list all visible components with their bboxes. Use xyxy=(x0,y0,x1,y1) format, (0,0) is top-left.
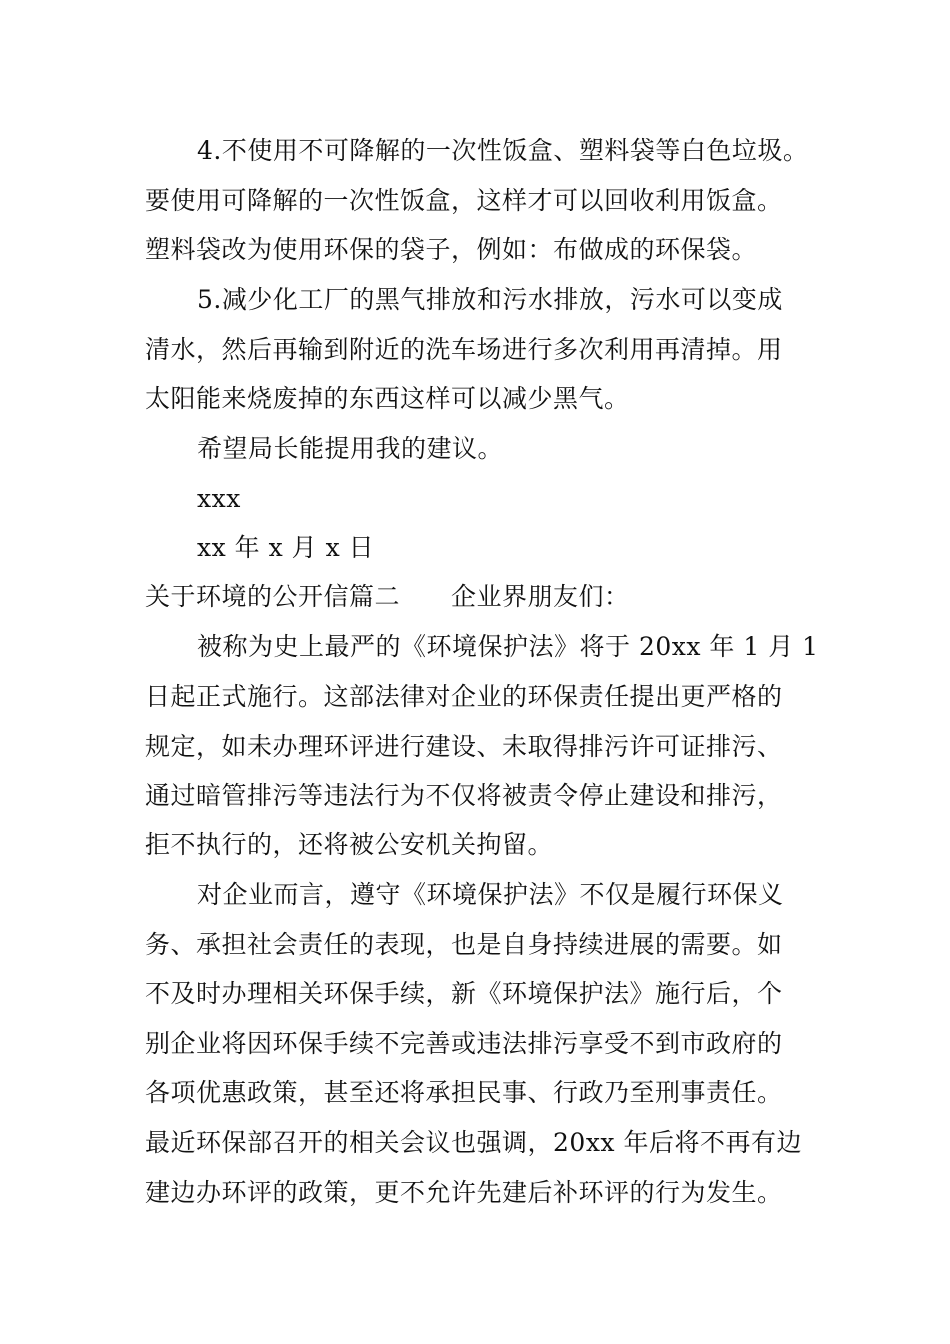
text-line: 被称为史上最严的《环境保护法》将于 20xx 年 1 月 1 xyxy=(197,632,819,661)
text-line: 务、承担社会责任的表现，也是自身持续进展的需要。如 xyxy=(145,930,783,959)
text-line: 塑料袋改为使用环保的袋子，例如：布做成的环保袋。 xyxy=(145,235,758,264)
text-line: 太阳能来烧废掉的东西这样可以减少黑气。 xyxy=(145,384,630,413)
text-line: 希望局长能提用我的建议。 xyxy=(197,434,504,463)
text-line: 日起正式施行。这部法律对企业的环保责任提出更严格的 xyxy=(145,682,783,711)
text-line: 别企业将因环保手续不完善或违法排污享受不到市政府的 xyxy=(145,1029,783,1058)
section-heading: 关于环境的公开信篇二 企业界朋友们： xyxy=(145,582,630,611)
text-line: 最近环保部召开的相关会议也强调，20xx 年后将不再有边 xyxy=(145,1128,802,1157)
signature-date: xx 年 x 月 x 日 xyxy=(197,533,375,562)
text-line: 清水，然后再输到附近的洗车场进行多次利用再清掉。用 xyxy=(145,335,783,364)
text-line: 对企业而言，遵守《环境保护法》不仅是履行环保义 xyxy=(197,880,784,909)
text-line: 拒不执行的，还将被公安机关拘留。 xyxy=(145,830,554,859)
text-line: 通过暗管排污等违法行为不仅将被责令停止建设和排污， xyxy=(145,781,783,810)
text-line: 不及时办理相关环保手续，新《环境保护法》施行后，个 xyxy=(145,979,783,1008)
text-line: 要使用可降解的一次性饭盒，这样才可以回收利用饭盒。 xyxy=(145,186,783,215)
text-line: 建边办环评的政策，更不允许先建后补环评的行为发生。 xyxy=(145,1178,783,1207)
text-line: 各项优惠政策，甚至还将承担民事、行政乃至刑事责任。 xyxy=(145,1078,783,1107)
signature-name: xxx xyxy=(197,484,241,513)
text-line: 5.减少化工厂的黑气排放和污水排放，污水可以变成 xyxy=(197,285,783,314)
text-line: 规定，如未办理环评进行建设、未取得排污许可证排污、 xyxy=(145,732,783,761)
text-line: 4.不使用不可降解的一次性饭盒、塑料袋等白色垃圾。 xyxy=(197,136,809,165)
